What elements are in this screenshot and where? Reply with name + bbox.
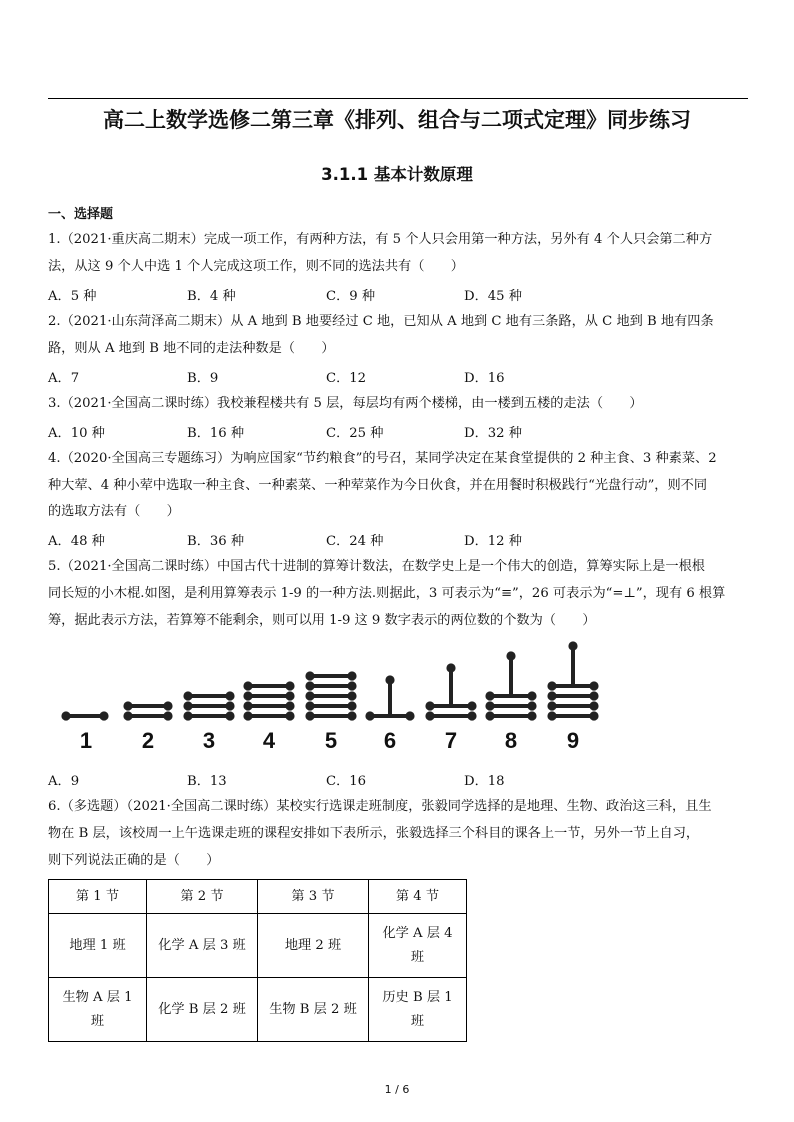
q1-option-c[interactable]: C．9 种 — [326, 289, 376, 304]
table-header-row — [49, 880, 467, 914]
q4-options — [48, 530, 748, 550]
q4-line-3: 的选取方法有（ ） — [48, 504, 180, 519]
q2-option-d[interactable]: D．16 — [464, 371, 505, 386]
rod-numeral-7 — [427, 665, 474, 718]
table-header-cell: 第 1 节 — [49, 880, 147, 914]
rod-numeral-4 — [245, 683, 292, 718]
rod-label-2: 2 — [141, 728, 155, 753]
q5-option-d[interactable]: D．18 — [464, 774, 505, 789]
q2-options — [48, 367, 748, 387]
rod-numeral-6 — [367, 677, 412, 718]
q1-option-a[interactable]: A．5 种 — [48, 289, 97, 304]
rod-label-1: 1 — [79, 728, 93, 753]
q1-options — [48, 285, 748, 305]
rod-numeral-9 — [549, 643, 596, 718]
q2-option-c[interactable]: C．12 — [326, 371, 367, 386]
rod-label-6: 6 — [383, 728, 397, 753]
table-cell — [147, 914, 258, 978]
cell-text: 生物 B 层 2 班 — [269, 1001, 357, 1017]
table-cell — [369, 914, 467, 978]
q5-line-1: 5.（2021·全国高二课时练）中国古代十进制的算筹计数法，在数学史上是一个伟大的创造，算筹实际上是一根根 — [48, 559, 705, 574]
table-header-cell: 第 3 节 — [258, 880, 369, 914]
q5-options — [48, 770, 748, 790]
q1-line-2: 法，从这 9 个人中选 1 个人完成这项工作，则不同的选法共有（ ） — [48, 259, 464, 274]
q4-line-1: 4.（2020·全国高三专题练习）为响应国家“节约粮食”的号召，某同学决定在某食堂提供的 2 种主食、3 种素菜、2 — [48, 451, 717, 466]
page-number: 1 / 6 — [384, 1083, 410, 1096]
rod-numeral-5 — [307, 673, 354, 718]
q2-line-1: 2.（2021·山东菏泽高二期末）从 A 地到 B 地要经过 C 地，已知从 A 地到 C 地有三条路，从 C 地到 B 地有四条 — [48, 314, 714, 329]
q5-line-3: 筹，据此表示方法，若算筹不能剩余，则可以用 1-9 这 9 数字表示的两位数的个数为（ ） — [48, 613, 596, 628]
section-heading: 一、选择题 — [48, 207, 114, 222]
q2-line-2: 路，则从 A 地到 B 地不同的走法种数是（ ） — [48, 341, 335, 356]
rod-label-3: 3 — [202, 728, 216, 753]
q1-line-1: 1.（2021·重庆高二期末）完成一项工作，有两种方法，有 5 个人只会用第一种方法，另外有 4 个人只会第二种方 — [48, 232, 713, 247]
cell-text: 班 — [410, 949, 425, 965]
table-row — [49, 914, 467, 978]
table-header-cell: 第 2 节 — [147, 880, 258, 914]
q2-option-a[interactable]: A．7 — [48, 371, 80, 386]
rod-numeral-3 — [185, 693, 232, 718]
cell-text: 生物 A 层 1 — [62, 989, 133, 1005]
q4-option-a[interactable]: A．48 种 — [48, 534, 105, 549]
table-cell — [258, 914, 369, 978]
table-cell — [258, 978, 369, 1042]
q4-line-2: 种大荤、4 种小荤中选取一种主食、一种素菜、一种荤菜作为今日伙食，并在用餐时积极践行“光盘行动”，则不同 — [48, 478, 708, 493]
top-rule — [48, 98, 748, 99]
cell-text: 化学 A 层 4 — [382, 925, 453, 941]
rod-numeral-2 — [125, 703, 170, 718]
table-cell — [369, 978, 467, 1042]
table-header-cell: 第 4 节 — [369, 880, 467, 914]
q2-option-b[interactable]: B．9 — [187, 371, 219, 386]
table-row — [49, 978, 467, 1042]
cell-text: 化学 A 层 3 班 — [158, 937, 246, 953]
q3-line-1: 3.（2021·全国高二课时练）我校兼程楼共有 5 层，每层均有两个楼梯，由一楼到五楼的走法（ ） — [48, 396, 643, 411]
document-title: 高二上数学选修二第三章《排列、组合与二项式定理》同步练习 — [103, 108, 691, 132]
q3-option-a[interactable]: A．10 种 — [48, 426, 105, 441]
cell-text: 地理 1 班 — [69, 937, 126, 953]
rod-label-4: 4 — [262, 728, 276, 753]
q3-options — [48, 422, 748, 442]
cell-text: 班 — [90, 1013, 105, 1029]
rod-label-7: 7 — [444, 728, 458, 753]
q5-line-2: 同长短的小木棍.如图，是利用算筹表示 1-9 的一种方法.则据此，3 可表示为“≡”，26 可表示为“=⊥”，现有 6 根算 — [48, 586, 726, 601]
rod-numeral-8 — [487, 653, 534, 718]
cell-text: 历史 B 层 1 — [382, 989, 453, 1005]
q5-option-a[interactable]: A．9 — [48, 774, 80, 789]
q4-option-d[interactable]: D．12 种 — [464, 534, 522, 549]
schedule-table — [48, 879, 467, 1042]
rod-label-5: 5 — [324, 728, 338, 753]
q5-option-c[interactable]: C．16 — [326, 774, 367, 789]
table-cell — [49, 978, 147, 1042]
counting-rods-figure — [60, 636, 600, 756]
cell-text: 化学 B 层 2 班 — [158, 1001, 246, 1017]
q4-option-b[interactable]: B．36 种 — [187, 534, 245, 549]
table-cell — [147, 978, 258, 1042]
cell-text: 班 — [410, 1013, 425, 1029]
q3-option-c[interactable]: C．25 种 — [326, 426, 384, 441]
q4-option-c[interactable]: C．24 种 — [326, 534, 384, 549]
q5-option-b[interactable]: B．13 — [187, 774, 227, 789]
section-subtitle: 3.1.1 基本计数原理 — [321, 165, 473, 184]
cell-text: 地理 2 班 — [284, 937, 342, 953]
q3-option-d[interactable]: D．32 种 — [464, 426, 522, 441]
rod-numeral-1 — [63, 713, 106, 718]
table-cell — [49, 914, 147, 978]
rod-label-8: 8 — [504, 728, 518, 753]
rod-label-9: 9 — [566, 728, 580, 753]
q6-line-2: 物在 B 层，该校周一上午选课走班的课程安排如下表所示，张毅选择三个科目的课各上一节，另外一节上自习， — [48, 826, 700, 841]
q1-option-b[interactable]: B．4 种 — [187, 289, 236, 304]
q1-option-d[interactable]: D．45 种 — [464, 289, 522, 304]
q6-line-3: 则下列说法正确的是（ ） — [48, 853, 220, 868]
q6-line-1: 6.（多选题）（2021·全国高二课时练）某校实行选课走班制度，张毅同学选择的是地理、生物、政治这三科，且生 — [48, 799, 712, 814]
q3-option-b[interactable]: B．16 种 — [187, 426, 245, 441]
